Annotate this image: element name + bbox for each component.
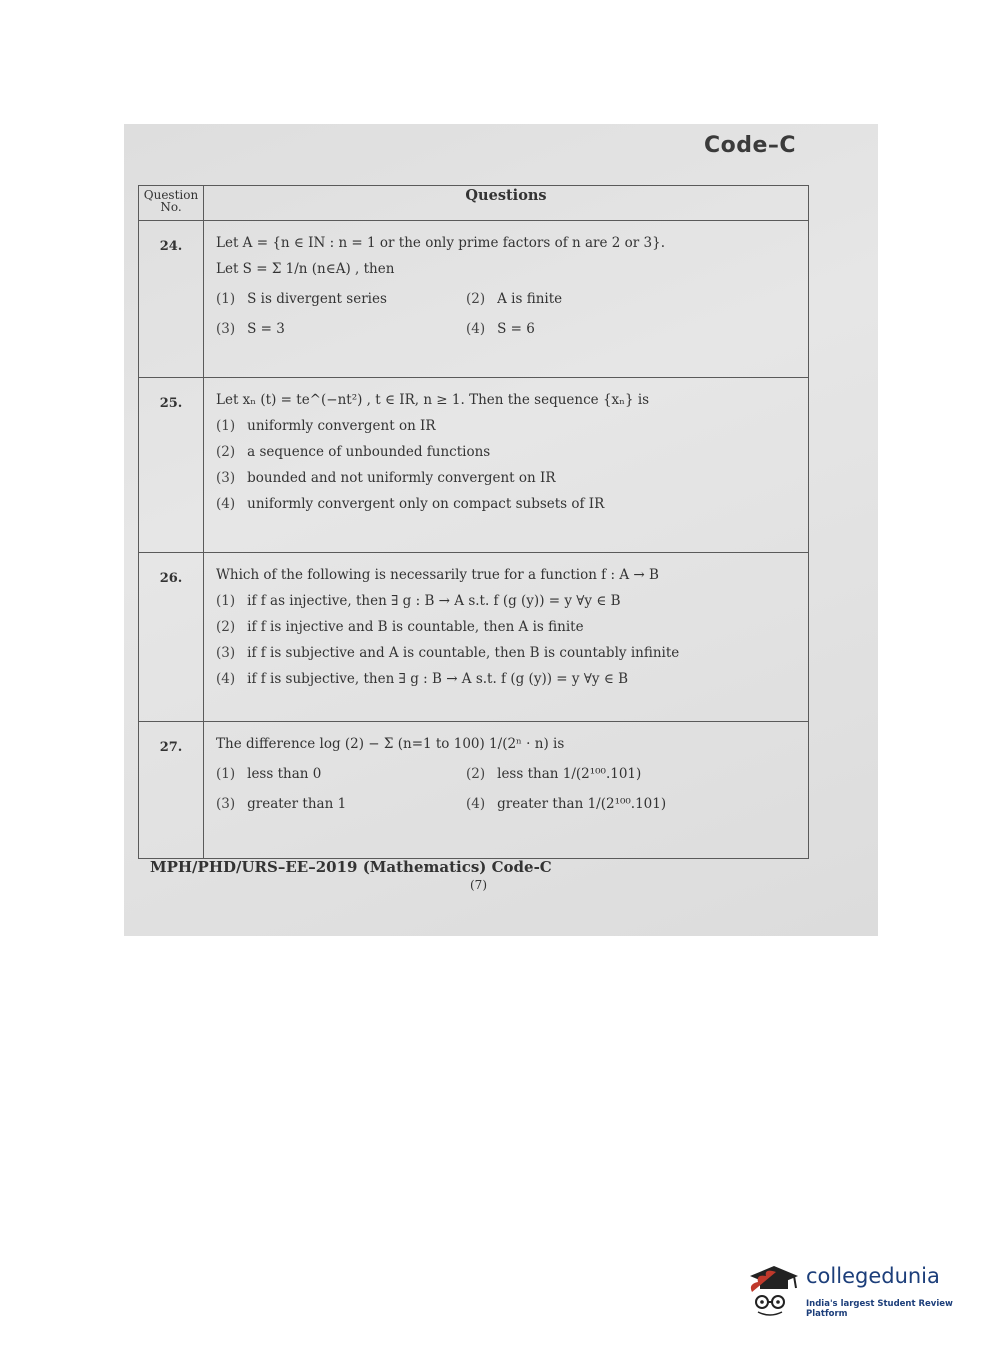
option: (2) A is finite bbox=[466, 291, 563, 307]
option: (3) bounded and not uniformly convergent on IR bbox=[216, 470, 556, 486]
question-number: 24. bbox=[139, 221, 204, 378]
question-row bbox=[139, 553, 809, 722]
option: (4) if f is subjective, then ∃ g : B → A s.t. f (g (y)) = y ∀y ∈ B bbox=[216, 671, 629, 687]
option: (3) greater than 1 bbox=[216, 796, 347, 812]
question-body bbox=[204, 722, 809, 859]
question-row bbox=[139, 722, 809, 859]
option: (1) if f as injective, then ∃ g : B → A s.t. f (g (y)) = y ∀y ∈ B bbox=[216, 593, 621, 609]
option: (1) S is divergent series bbox=[216, 291, 387, 307]
options-list bbox=[216, 593, 798, 687]
question-row bbox=[139, 221, 809, 378]
question-body bbox=[204, 553, 809, 722]
question-stem: Let xₙ (t) = te^(−nt²) , t ∈ IR, n ≥ 1. Then the sequence {xₙ} is bbox=[216, 392, 650, 408]
option: (2) less than 1/(2¹⁰⁰.101) bbox=[466, 766, 642, 782]
question-row bbox=[139, 378, 809, 553]
logo-tagline: India's largest Student Review Platform bbox=[806, 1299, 953, 1319]
options-grid bbox=[216, 766, 798, 812]
option: (4) greater than 1/(2¹⁰⁰.101) bbox=[466, 796, 667, 812]
question-number: 27. bbox=[139, 722, 204, 859]
collegedunia-logo[interactable] bbox=[744, 1262, 974, 1317]
option: (1) uniformly convergent on IR bbox=[216, 418, 436, 434]
question-stem: Which of the following is necessarily true for a function f : A → B bbox=[216, 567, 659, 583]
question-stem: The difference log (2) − Σ (n=1 to 100) 1/(2ⁿ · n) is bbox=[216, 736, 565, 752]
question-number: 25. bbox=[139, 378, 204, 553]
question-substem: Let S = Σ 1/n (n∈A) , then bbox=[216, 261, 395, 277]
question-table bbox=[138, 185, 809, 859]
graduate-mascot-icon bbox=[744, 1262, 800, 1320]
page-number: (7) bbox=[470, 878, 487, 892]
option: (4) uniformly convergent only on compact subsets of IR bbox=[216, 496, 605, 512]
option: (1) less than 0 bbox=[216, 766, 322, 782]
question-body bbox=[204, 378, 809, 553]
option: (2) if f is injective and B is countable, then A is finite bbox=[216, 619, 584, 635]
question-stem: Let A = {n ∈ IN : n = 1 or the only prime factors of n are 2 or 3}. bbox=[216, 235, 665, 251]
question-body bbox=[204, 221, 809, 378]
option: (2) a sequence of unbounded functions bbox=[216, 444, 491, 460]
question-number: 26. bbox=[139, 553, 204, 722]
question-no-header: Question No. bbox=[139, 186, 204, 221]
table-header-row bbox=[139, 186, 809, 221]
options-grid bbox=[216, 291, 798, 337]
logo-wordmark: collegedunia bbox=[806, 1264, 940, 1288]
option: (3) if f is subjective and A is countable, then B is countably infinite bbox=[216, 645, 680, 661]
paper-code: Code–C bbox=[704, 133, 797, 158]
questions-header: Questions bbox=[204, 186, 809, 221]
option: (4) S = 6 bbox=[466, 321, 535, 337]
paper-footer-title: MPH/PHD/URS–EE–2019 (Mathematics) Code-C bbox=[150, 858, 552, 876]
options-list bbox=[216, 418, 798, 512]
option: (3) S = 3 bbox=[216, 321, 285, 337]
